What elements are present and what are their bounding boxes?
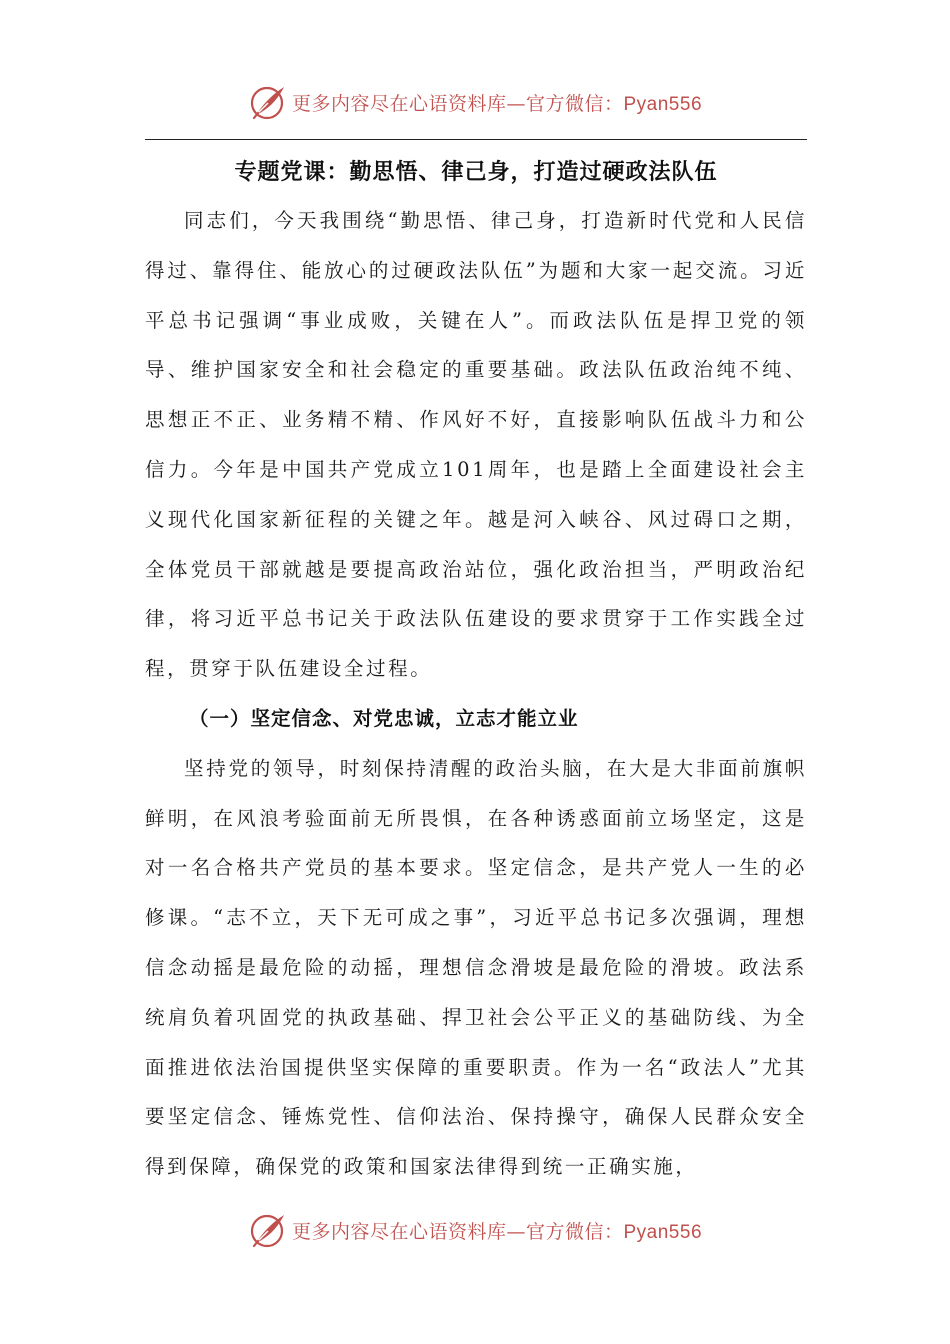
footer-banner-text-cn: 更多内容尽在心语资料库—官方微信： [291, 1220, 624, 1243]
paragraph-intro: 同志们，今天我围绕“勤思悟、律己身，打造新时代党和人民信得过、靠得住、能放心的过硬政法队伍”为题和大家一起交流。习近平总书记强调“事业成败，关键在人”。而政法队伍是捍卫党的领导、维护国家安全和社会稳定的重要基础。政法队伍政治纯不纯、思想正不正、业务精不精、作风好不好，直接影响队伍战斗力和公信力。今年是中国共产党成立101周年，也是踏上全面建设社会主义现代化国家新征程的关键之年。越是河入峡谷、风过碍口之期，全体党员干部就越是要提高政治站位，强化政治担当，严明政治纪律，将习近平总书记关于政法队伍建设的要求贯穿于工作实践全过程，贯穿于队伍建设全过程。 [145, 209, 807, 681]
footer-banner-wechat-id: Pyan556 [623, 1221, 703, 1243]
footer-banner-text [292, 1217, 702, 1244]
document-title: 专题党课：勤思悟、律己身，打造过硬政法队伍 [234, 160, 718, 185]
quill-pen-icon [248, 82, 288, 122]
section-heading-1: （一）坚定信念、对党忠诚，立志才能立业 [189, 706, 579, 730]
header-divider [145, 139, 807, 140]
banner-text [292, 89, 702, 116]
footer-banner [0, 1208, 950, 1252]
banner-text-cn: 更多内容尽在心语资料库—官方微信： [291, 92, 624, 115]
banner-wechat-id: Pyan556 [623, 93, 703, 115]
quill-pen-icon [248, 1210, 288, 1250]
document-body [145, 150, 807, 1192]
header-banner [0, 80, 950, 124]
paragraph-section-1: 坚持党的领导，时刻保持清醒的政治头脑，在大是大非面前旗帜鲜明，在风浪考验面前无所畏惧，在各种诱惑面前立场坚定，这是对一名合格共产党员的基本要求。坚定信念，是共产党人一生的必修课。“志不立，天下无可成之事”，习近平总书记多次强调，理想信念动摇是最危险的动摇，理想信念滑坡是最危险的滑坡。政法系统肩负着巩固党的执政基础、捍卫社会公平正义的基础防线、为全面推进依法治国提供坚实保障的重要职责。作为一名“政法人”尤其要坚定信念、锤炼党性、信仰法治、保持操守，确保人民群众安全得到保障，确保党的政策和国家法律得到统一正确实施， [145, 756, 807, 1179]
